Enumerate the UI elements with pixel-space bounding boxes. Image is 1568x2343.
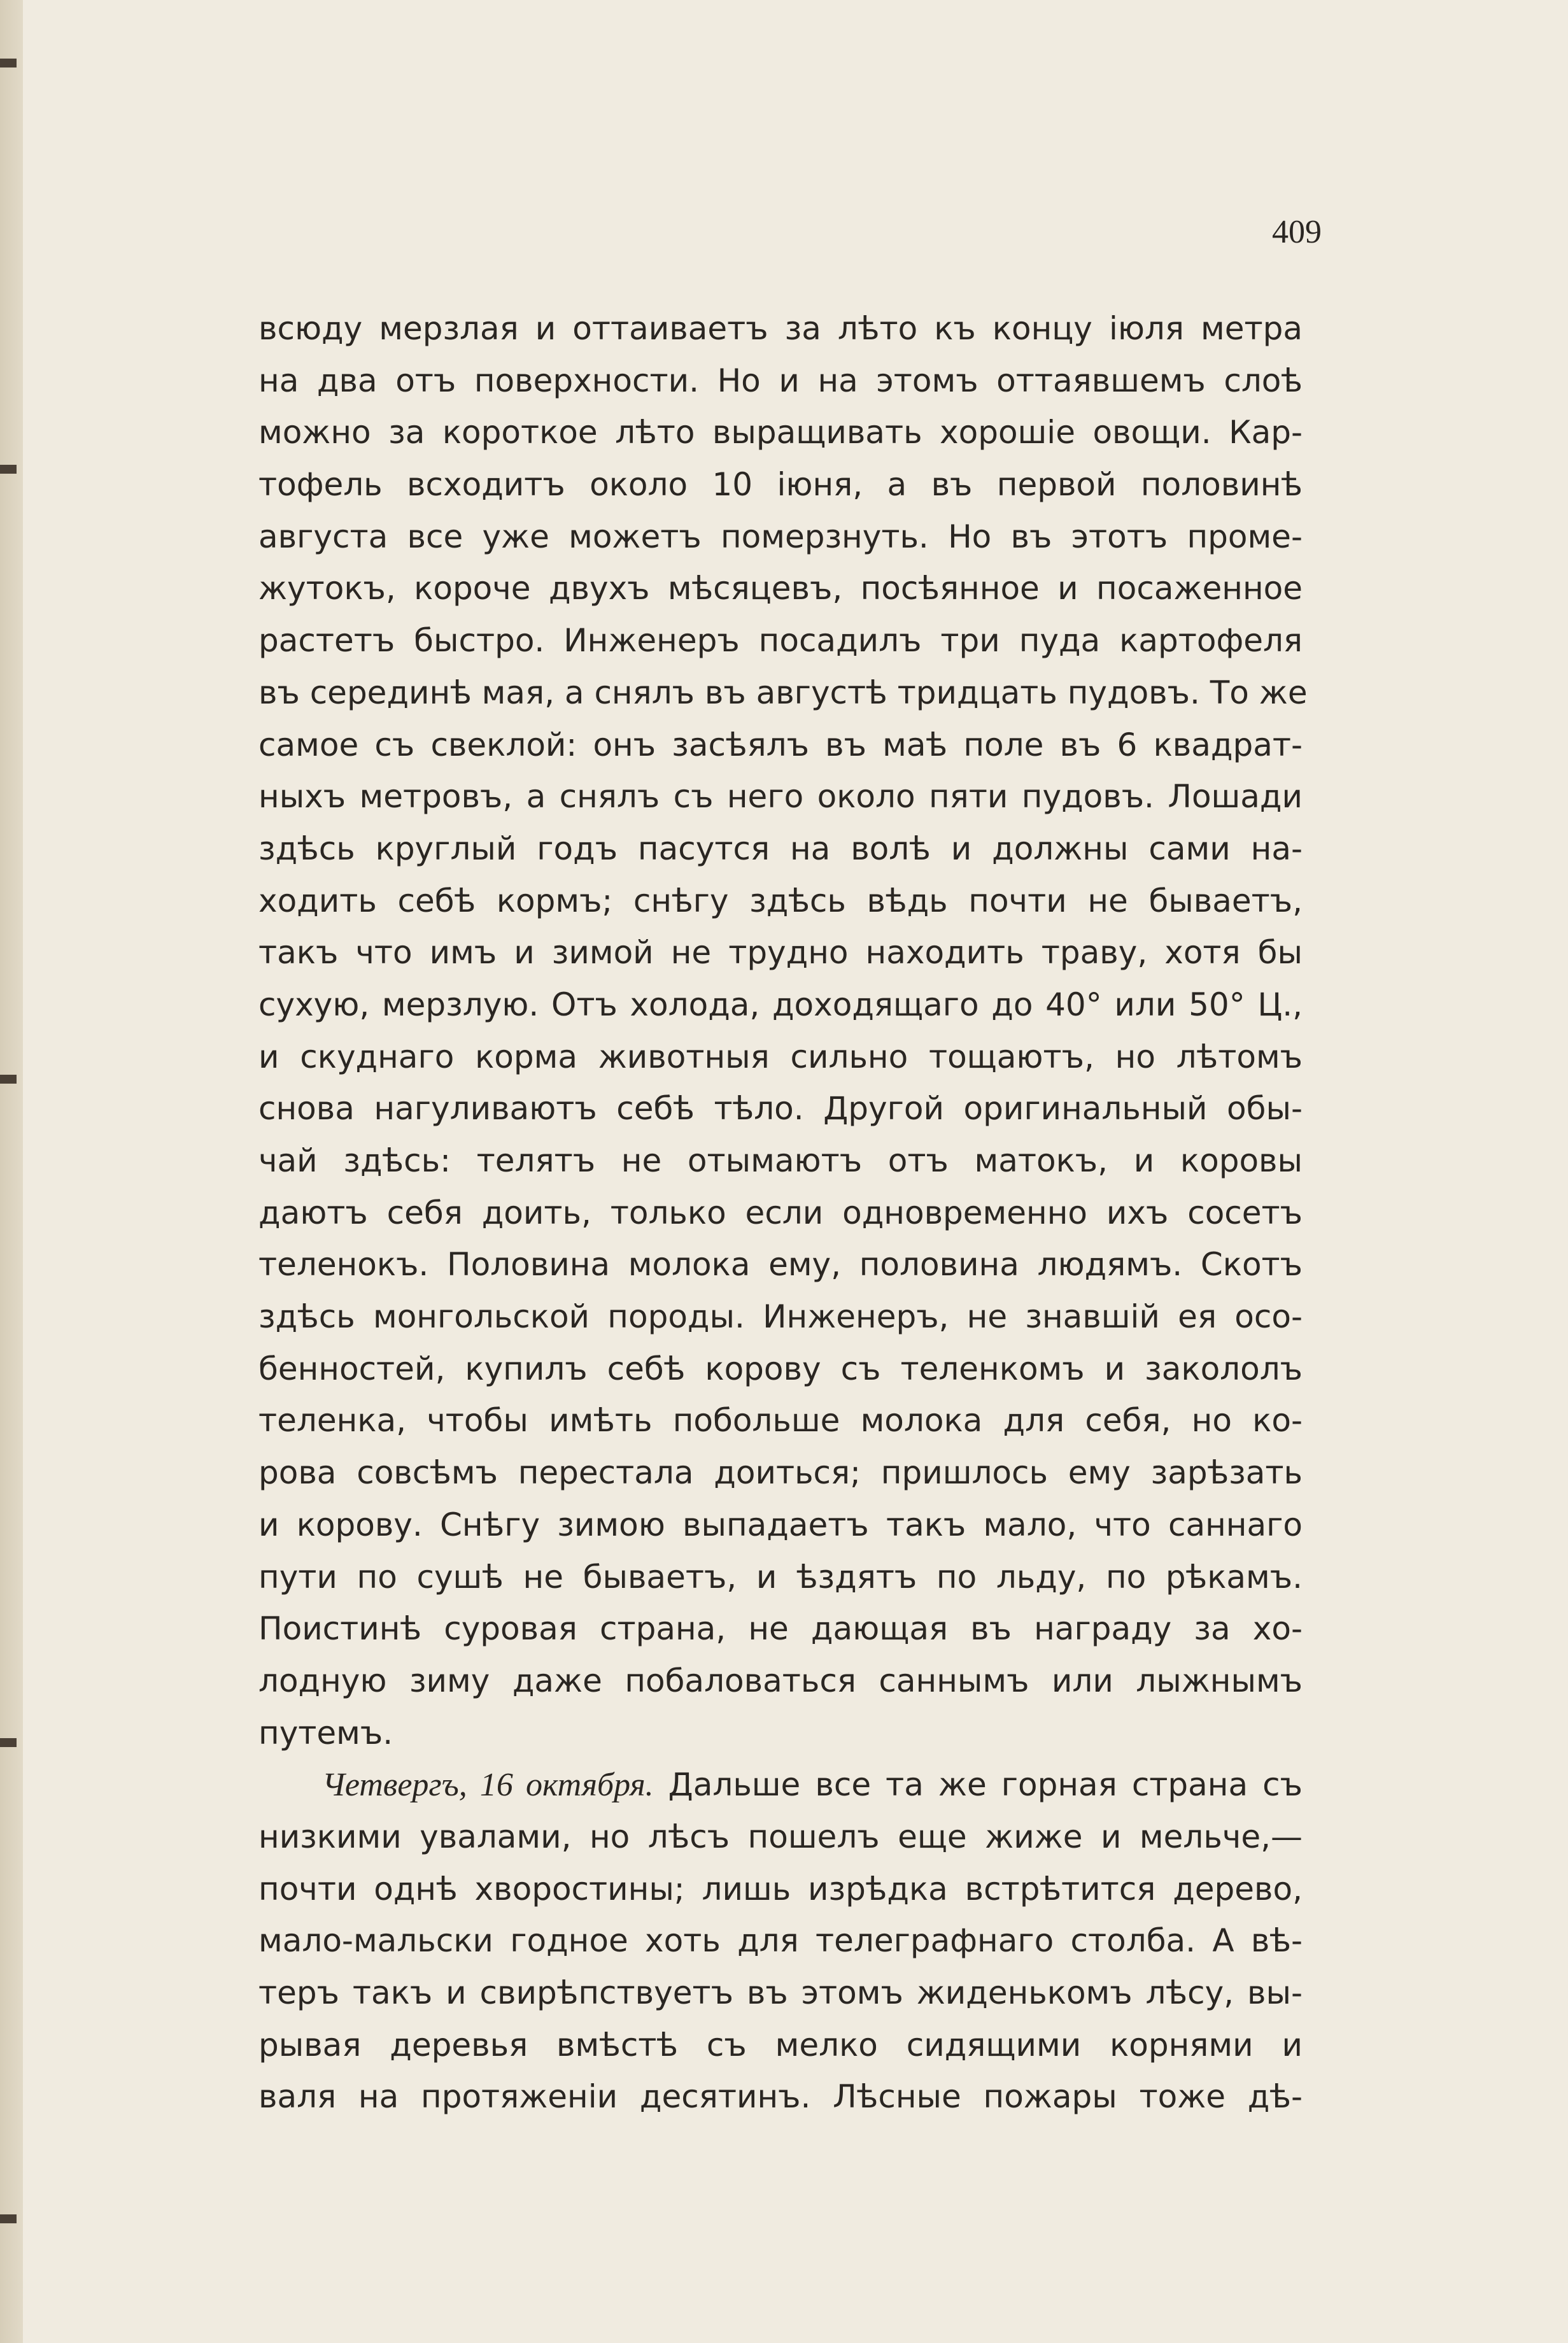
text-line: теръ такъ и свирѣпствуетъ въ этомъ жиденькомъ лѣсу, вы- — [258, 1974, 1303, 2011]
page-number: 409 — [1272, 214, 1322, 250]
body-text — [258, 303, 1308, 2123]
text-line: на два отъ поверхности. Но и на этомъ оттаявшемъ слоѣ — [258, 362, 1303, 399]
text-line: здѣсь круглый годъ пасутся на волѣ и должны сами на- — [258, 830, 1303, 867]
text-run: Дальше все та же горная страна съ — [653, 1766, 1303, 1804]
text-line: августа все уже можетъ померзнуть. Но въ этотъ проме- — [258, 518, 1303, 555]
text-line: лодную зиму даже побаловаться саннымъ или лыжнымъ — [258, 1662, 1303, 1699]
text-line: и корову. Снѣгу зимою выпадаетъ такъ мало, что саннаго — [258, 1506, 1303, 1543]
diary-date: Четвергъ, 16 октября. — [322, 1767, 654, 1804]
text-line: мало-мальски годное хоть для телеграфнаго столба. А вѣ- — [258, 1922, 1303, 1960]
text-line: теленка, чтобы имѣть побольше молока для себя, но ко- — [258, 1402, 1303, 1440]
text-line: ныхъ метровъ, а снялъ съ него около пяти пудовъ. Лошади — [258, 778, 1303, 816]
text-line: здѣсь монгольской породы. Инженеръ, не знавшій ея осо- — [258, 1298, 1303, 1336]
text-line: пути по сушѣ не бываетъ, и ѣздятъ по льду, по рѣкамъ. — [258, 1558, 1303, 1596]
text-line: можно за короткое лѣто выращивать хорошіе овощи. Кар- — [258, 414, 1303, 451]
text-line: чай здѣсь: телятъ не отымаютъ отъ матокъ, и коровы — [258, 1142, 1303, 1179]
binding-mark — [0, 59, 17, 67]
text-line: бенностей, купилъ себѣ корову съ теленкомъ и закололъ — [258, 1350, 1303, 1387]
text-line: снова нагуливаютъ себѣ тѣло. Другой оригинальный обы- — [258, 1090, 1303, 1128]
text-line: въ серединѣ мая, а снялъ въ августѣ тридцать пудовъ. То же — [258, 674, 1308, 711]
text-line: жутокъ, короче двухъ мѣсяцевъ, посѣянное и посаженное — [258, 570, 1303, 607]
text-line: растетъ быстро. Инженеръ посадилъ три пуда картофеля — [258, 622, 1303, 660]
text-line: такъ что имъ и зимой не трудно находить траву, хотя бы — [258, 934, 1303, 972]
text-line: самое съ свеклой: онъ засѣялъ въ маѣ поле въ 6 квадрат- — [258, 726, 1303, 763]
text-line: теленокъ. Половина молока ему, половина людямъ. Скотъ — [258, 1246, 1303, 1284]
text-line: Поистинѣ суровая страна, не дающая въ награду за хо- — [258, 1610, 1303, 1648]
text-line: низкими увалами, но лѣсъ пошелъ еще жиже и мельче,— — [258, 1818, 1303, 1855]
text-line: валя на протяженіи десятинъ. Лѣсные пожары тоже дѣ- — [258, 2078, 1303, 2116]
text-line: ходить себѣ кормъ; снѣгу здѣсь вѣдь почти не бываетъ, — [258, 882, 1303, 919]
binding-mark — [0, 465, 17, 474]
text-line: путемъ. — [258, 1714, 393, 1752]
text-line: даютъ себя доить, только если одновременно ихъ сосетъ — [258, 1194, 1303, 1231]
text-line: тофель всходитъ около 10 іюня, а въ первой половинѣ — [258, 466, 1303, 504]
text-line: сухую, мерзлую. Отъ холода, доходящаго до 40° или 50° Ц., — [258, 986, 1303, 1023]
binding-edge — [0, 0, 23, 2343]
binding-mark — [0, 1075, 17, 1084]
text-line: рова совсѣмъ перестала доиться; пришлось ему зарѣзать — [258, 1454, 1303, 1492]
text-line: рывая деревья вмѣстѣ съ мелко сидящими корнями и — [258, 2026, 1303, 2063]
binding-mark — [0, 2214, 17, 2223]
binding-mark — [0, 1738, 17, 1747]
text-line: и скуднаго корма животныя сильно тощаютъ, но лѣтомъ — [258, 1038, 1303, 1075]
text-line: почти однѣ хворостины; лишь изрѣдка встрѣтится дерево, — [258, 1870, 1303, 1908]
text-line: всюду мерзлая и оттаиваетъ за лѣто къ концу іюля метра — [258, 310, 1303, 347]
paragraph-first-line — [258, 1759, 1303, 1811]
